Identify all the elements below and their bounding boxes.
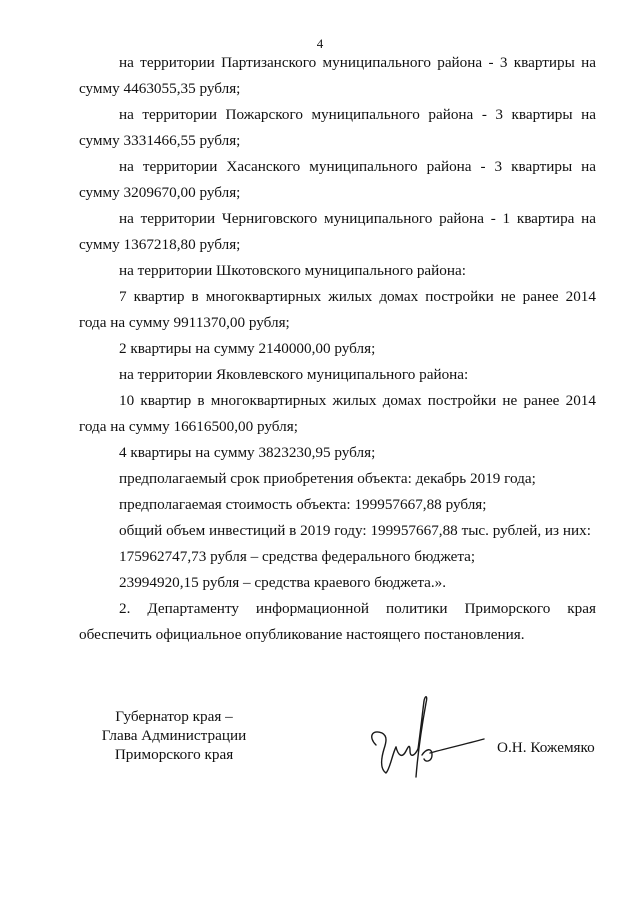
paragraph-khasansky: на территории Хасанского муниципального района - 3 квартиры на сумму 3209670,00 рубля; — [79, 158, 596, 201]
page-number: 4 — [316, 36, 324, 51]
paragraph-shkotovsky: на территории Шкотовского муниципального района: — [119, 262, 466, 279]
handwritten-signature — [362, 685, 487, 790]
paragraph-purchase-date: предполагаемый срок приобретения объекта: декабрь 2019 года; — [119, 470, 536, 487]
signatory-title-line: Приморского края — [114, 746, 234, 763]
paragraph-shkotovsky-7-apartments: 7 квартир в многоквартирных жилых домах постройки не ранее 2014 года на сумму 9911370,00 рубля; — [79, 288, 596, 331]
paragraph-estimated-cost: предполагаемая стоимость объекта: 199957667,88 рубля; — [119, 496, 487, 513]
paragraph-shkotovsky-2-apartments: 2 квартиры на сумму 2140000,00 рубля; — [119, 340, 376, 357]
paragraph-regional-budget: 23994920,15 рубля – средства краевого бюджета.». — [119, 574, 447, 591]
paragraph-yakovlevsky-4-apartments: 4 квартиры на сумму 3823230,95 рубля; — [119, 444, 376, 461]
document-body — [79, 50, 596, 648]
paragraph-total-investment: общий объем инвестиций в 2019 году: 199957667,88 тыс. рублей, из них: — [119, 522, 591, 539]
paragraph-federal-budget: 175962747,73 рубля – средства федерального бюджета; — [119, 548, 476, 565]
paragraph-pozharsky: на территории Пожарского муниципального района - 3 квартиры на сумму 3331466,55 рубля; — [79, 106, 596, 149]
paragraph-yakovlevsky: на территории Яковлевского муниципального района: — [119, 366, 469, 383]
paragraph-publication-order: 2. Департаменту информационной политики Приморского края обеспечить официальное опубликование настоящего постановления. — [79, 600, 596, 643]
signer-name: О.Н. Кожемяко — [497, 739, 595, 756]
paragraph-partizansky: на территории Партизанского муниципального района - 3 квартиры на сумму 4463055,35 рубля; — [79, 54, 596, 97]
signatory-title — [84, 707, 264, 764]
paragraph-yakovlevsky-10-apartments: 10 квартир в многоквартирных жилых домах постройки не ранее 2014 года на сумму 16616500,00 рубля; — [79, 392, 596, 435]
signatory-title-line: Глава Администрации — [101, 727, 247, 744]
signatory-title-line: Губернатор края – — [115, 708, 233, 725]
paragraph-chernigovsky: на территории Черниговского муниципального района - 1 квартира на сумму 1367218,80 рубля; — [79, 210, 596, 253]
